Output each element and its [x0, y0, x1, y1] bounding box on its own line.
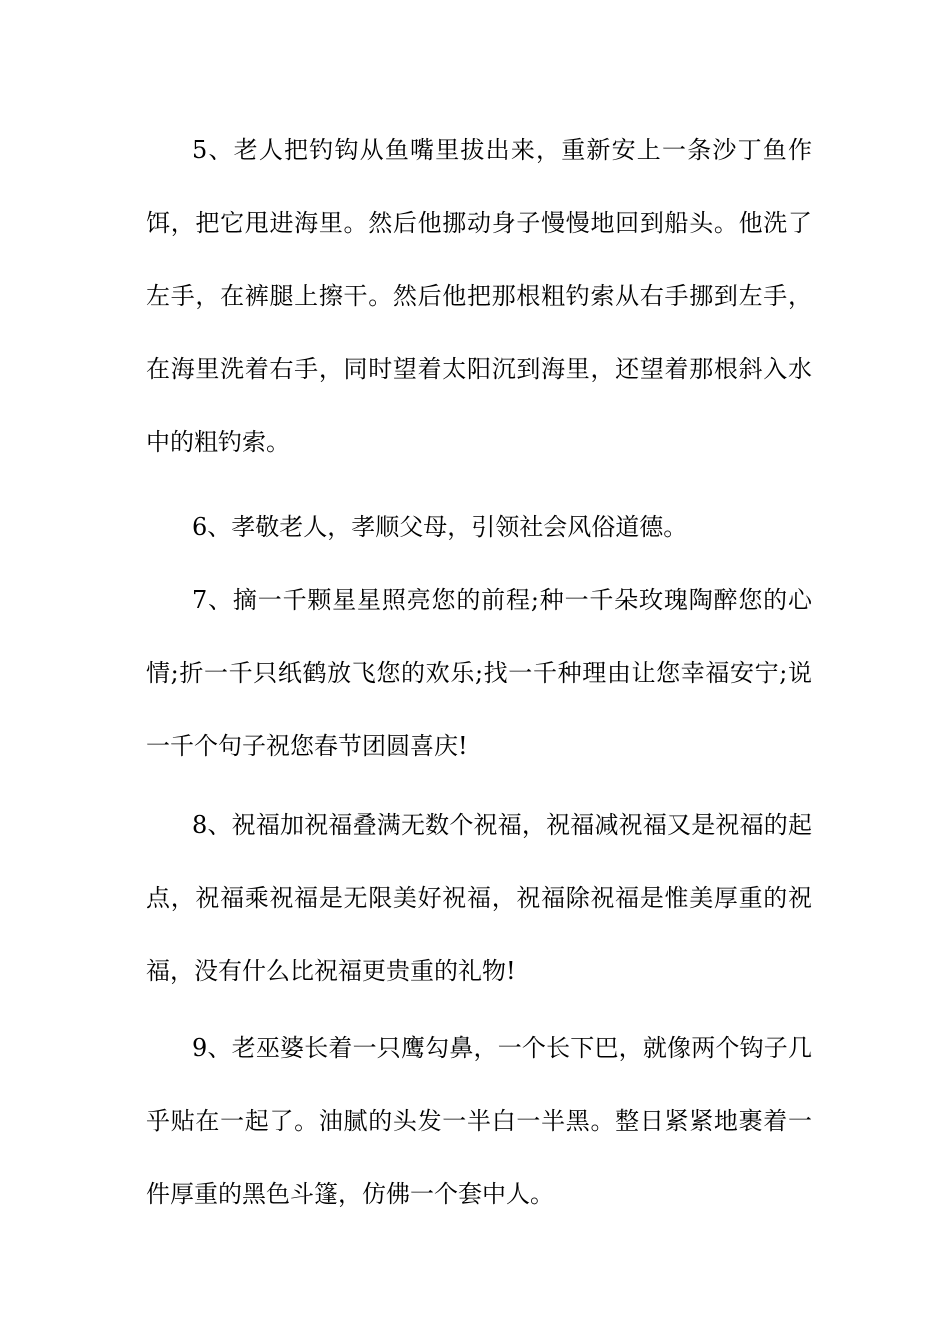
paragraph-8: 8、祝福加祝福叠满无数个祝福，祝福减祝福又是祝福的起点，祝福乘祝福是无限美好祝福，祝福除祝福是惟美厚重的祝福，没有什么比祝福更贵重的礼物! [146, 811, 812, 985]
paragraph-9: 9、老巫婆长着一只鹰勾鼻，一个长下巴，就像两个钩子几乎贴在一起了。油腻的头发一半白一半黑。整日紧紧地裹着一件厚重的黑色斗篷，仿佛一个套中人。 [146, 1034, 812, 1208]
paragraph-7: 7、摘一千颗星星照亮您的前程;种一千朵玫瑰陶醉您的心情;折一千只纸鹤放飞您的欢乐;找一千种理由让您幸福安宁;说一千个句子祝您春节团圆喜庆! [146, 586, 812, 760]
paragraph-6: 6、孝敬老人，孝顺父母，引领社会风俗道德。 [192, 513, 688, 541]
paragraph-5: 5、老人把钓钩从鱼嘴里拔出来，重新安上一条沙丁鱼作饵，把它甩进海里。然后他挪动身子慢慢地回到船头。他洗了左手，在裤腿上擦干。然后他把那根粗钓索从右手挪到左手，在海里洗着右手，同时望着太阳沉到海里，还望着那根斜入水中的粗钓索。 [146, 136, 812, 456]
